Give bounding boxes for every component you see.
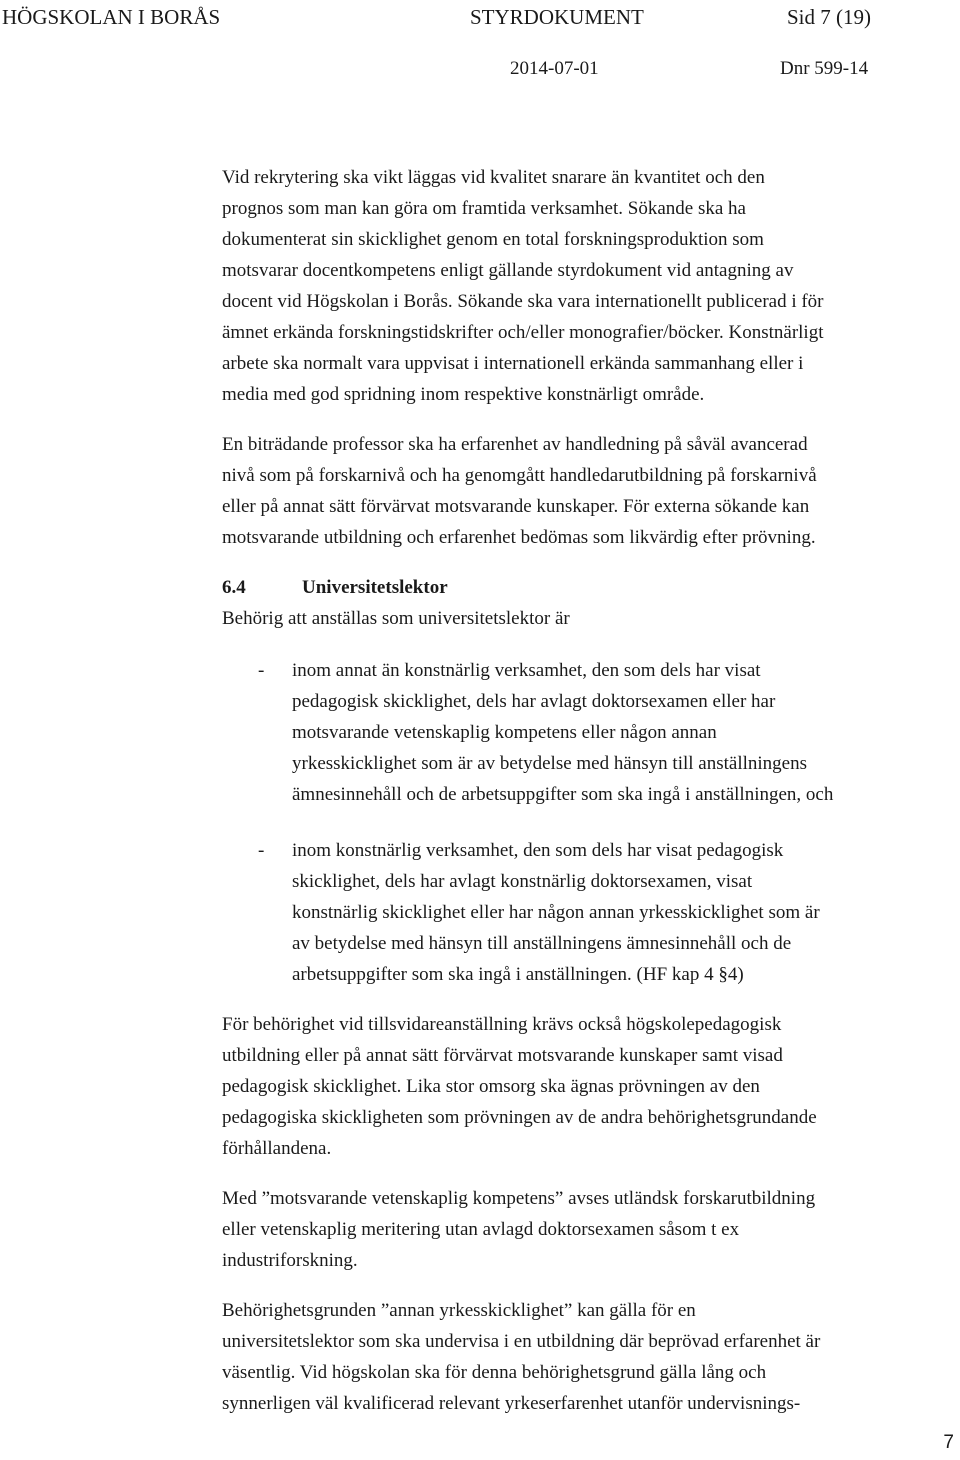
paragraph-line: väsentlig. Vid högskolan ska för denna behörighetsgrund gälla lång och <box>222 1362 767 1383</box>
section-title: Universitetslektor <box>302 577 448 598</box>
paragraph-line: eller vetenskaplig meritering utan avlagd doktorsexamen såsom t ex <box>222 1219 740 1240</box>
list-item <box>222 835 942 990</box>
paragraph-line: eller på annat sätt förvärvat motsvarande kunskaper. För externa sökande kan <box>222 496 810 517</box>
paragraph-line: industriforskning. <box>222 1250 358 1271</box>
paragraph-line: ämnet erkända forskningstidskrifter och/eller monografier/böcker. Konstnärligt <box>222 322 824 343</box>
list-line: skicklighet, dels har avlagt konstnärlig doktorsexamen, visat <box>292 871 753 892</box>
list-dash: - <box>258 660 265 681</box>
paragraph-recruitment <box>222 162 942 410</box>
paragraph-permanent-employment <box>222 1009 942 1164</box>
list-line: av betydelse med hänsyn till anställningens ämnesinnehåll och de <box>292 933 792 954</box>
paragraph-line: dokumenterat sin skicklighet genom en total forskningsproduktion som <box>222 229 764 250</box>
paragraph-scientific-competence <box>222 1183 942 1276</box>
document-body <box>222 162 942 1438</box>
header-document-type: STYRDOKUMENT <box>470 5 644 29</box>
list-dash: - <box>258 840 265 861</box>
paragraph-line: Vid rekrytering ska vikt läggas vid kvalitet snarare än kvantitet och den <box>222 167 765 188</box>
paragraph-line: arbete ska normalt vara uppvisat i internationell erkända sammanhang eller i <box>222 353 804 374</box>
paragraph-line: pedagogiska skickligheten som prövningen av de andra behörighetsgrundande <box>222 1107 817 1128</box>
list-line: inom konstnärlig verksamhet, den som dels har visat pedagogisk <box>292 840 784 861</box>
eligibility-list <box>222 655 942 990</box>
paragraph-line: pedagogisk skicklighet. Lika stor omsorg ska ägnas prövningen av den <box>222 1076 760 1097</box>
paragraph-line: Behörighetsgrunden ”annan yrkesskicklighet” kan gälla för en <box>222 1300 696 1321</box>
paragraph-line: prognos som man kan göra om framtida verksamhet. Sökande ska ha <box>222 198 746 219</box>
paragraph-line: media med god spridning inom respektive konstnärligt område. <box>222 384 705 405</box>
paragraph-line: För behörighet vid tillsvidareanställning krävs också högskolepedagogisk <box>222 1014 782 1035</box>
paragraph-line: motsvarande utbildning och erfarenhet bedömas som likvärdig efter prövning. <box>222 527 816 548</box>
list-item <box>222 655 942 810</box>
paragraph-line: docent vid Högskolan i Borås. Sökande ska vara internationellt publicerad i för <box>222 291 824 312</box>
section-intro: Behörig att anställas som universitetslektor är <box>222 608 570 629</box>
paragraph-professional-skill <box>222 1295 942 1419</box>
paragraph-line: Med ”motsvarande vetenskaplig kompetens” avses utländsk forskarutbildning <box>222 1188 816 1209</box>
list-line: ämnesinnehåll och de arbetsuppgifter som ska ingå i anställningen, och <box>292 784 834 805</box>
footer-page-number: 7 <box>943 1432 954 1453</box>
section-number: 6.4 <box>222 577 246 598</box>
paragraph-line: utbildning eller på annat sätt förvärvat motsvarande kunskaper samt visad <box>222 1045 783 1066</box>
list-line: inom annat än konstnärlig verksamhet, den som dels har visat <box>292 660 761 681</box>
list-line: yrkesskicklighet som är av betydelse med hänsyn till anställningens <box>292 753 808 774</box>
section-heading <box>222 572 942 603</box>
paragraph-line: motsvarar docentkompetens enligt gällande styrdokument vid antagning av <box>222 260 794 281</box>
list-line: arbetsuppgifter som ska ingå i anställningen. (HF kap 4 §4) <box>292 964 744 985</box>
paragraph-assistant-professor <box>222 429 942 553</box>
paragraph-line: förhållandena. <box>222 1138 332 1159</box>
list-line: konstnärlig skicklighet eller har någon annan yrkesskicklighet som är <box>292 902 820 923</box>
document-header <box>0 5 960 79</box>
list-line: motsvarande vetenskaplig kompetens eller någon annan <box>292 722 717 743</box>
paragraph-line: En biträdande professor ska ha erfarenhet av handledning på såväl avancerad <box>222 434 808 455</box>
header-registration-number: Dnr 599-14 <box>780 58 869 79</box>
header-organization: HÖGSKOLAN I BORÅS <box>2 5 221 29</box>
header-page-count: Sid 7 (19) <box>787 5 871 29</box>
header-date: 2014-07-01 <box>510 58 599 79</box>
paragraph-line: nivå som på forskarnivå och ha genomgått handledarutbildning på forskarnivå <box>222 465 817 486</box>
paragraph-line: universitetslektor som ska undervisa i en utbildning där beprövad erfarenhet är <box>222 1331 821 1352</box>
paragraph-line: synnerligen väl kvalificerad relevant yrkeserfarenhet utanför undervisnings- <box>222 1393 801 1414</box>
list-line: pedagogisk skicklighet, dels har avlagt doktorsexamen eller har <box>292 691 776 712</box>
